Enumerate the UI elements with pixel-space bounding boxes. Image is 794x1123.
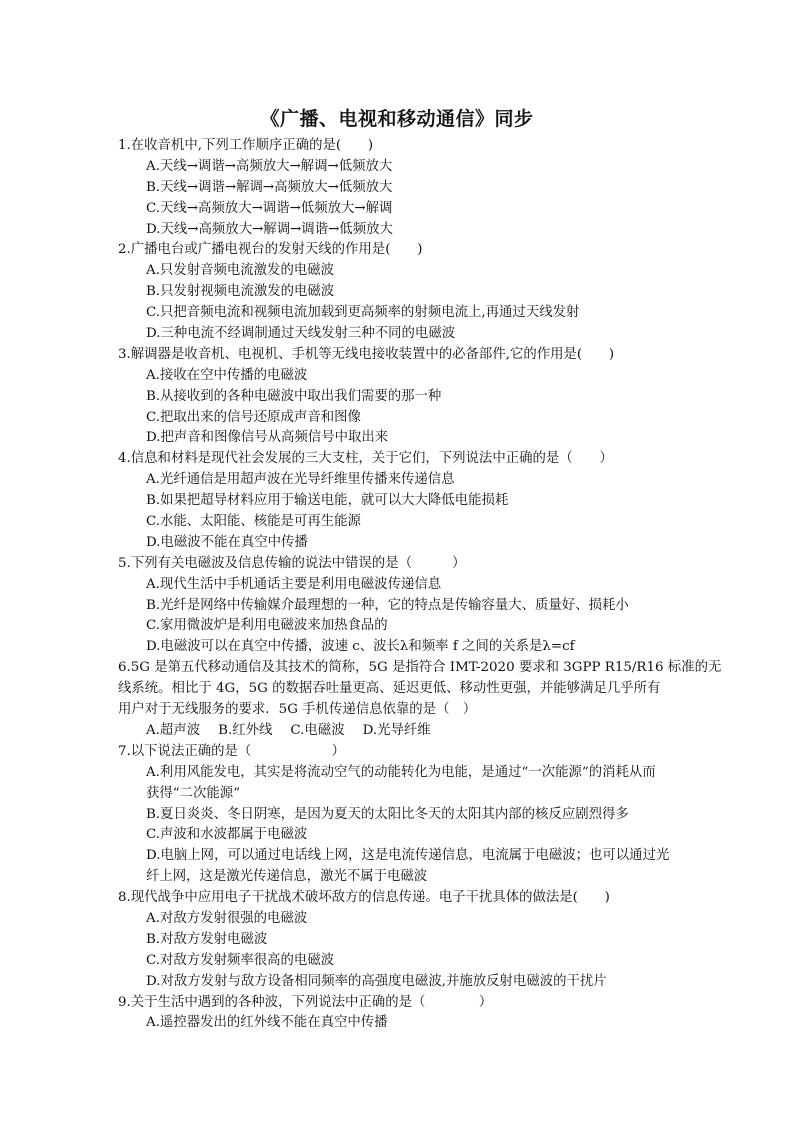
- question-4: [118, 449, 708, 553]
- option-c: C.只把音频电流和视频电流加载到更高频率的射频电流上,再通过天线发射: [146, 305, 580, 321]
- option-c: C.天线→高频放大→调谐→低频放大→解调: [146, 200, 393, 216]
- question-8: [118, 888, 708, 992]
- option-d: D.电磁波可以在真空中传播，波速 c、波长λ和频率 f 之间的关系是λ=cf: [146, 639, 575, 655]
- option-a-line-1: A.利用风能发电，其实是将流动空气的动能转化为电能，是通过“一次能源”的消耗从而: [146, 764, 656, 780]
- option-c: C.声波和水波都属于电磁波: [146, 827, 308, 843]
- option-a: A.超声波: [146, 722, 201, 738]
- option-d: D.对敌方发射与敌方设备相同频率的高强度电磁波,并施放反射电磁波的干扰片: [146, 973, 607, 989]
- question-7: [118, 742, 708, 888]
- question-5: [118, 554, 708, 658]
- option-d: D.电磁波不能在真空中传播: [146, 534, 308, 550]
- option-b: B.只发射视频电流激发的电磁波: [146, 284, 335, 300]
- question-stem: 4.信息和材料是现代社会发展的三大支柱，关于它们，下列说法中正确的是（ ）: [118, 451, 613, 467]
- option-c: C.对敌方发射频率很高的电磁波: [146, 952, 335, 968]
- question-3: [118, 345, 708, 449]
- question-stem: 5.下列有关电磁波及信息传输的说法中错误的是（ ）: [118, 555, 466, 571]
- option-a: A.光纤通信是用超声波在光导纤维里传播来传递信息: [146, 472, 455, 488]
- question-stem: 7.以下说法正确的是（ ）: [118, 743, 346, 759]
- option-d: D.天线→高频放大→解调→调谐→低频放大: [146, 221, 393, 237]
- option-d-line-2: 纤上网，这是激光传递信息，激光不属于电磁波: [146, 869, 428, 885]
- option-b: B.如果把超导材料应用于输送电能，就可以大大降低电能损耗: [146, 493, 509, 509]
- option-c: C.电磁波: [290, 722, 345, 738]
- option-d-line-1: D.电脑上网，可以通过电话线上网，这是电流传递信息，电流属于电磁波；也可以通过光: [146, 848, 670, 864]
- option-b: B.天线→调谐→解调→高频放大→低频放大: [146, 179, 393, 195]
- option-b: B.从接收到的各种电磁波中取出我们需要的那一种: [146, 388, 442, 404]
- page-title: 《广播、电视和移动通信》同步: [260, 108, 534, 130]
- option-a-line-2: 获得“二次能源”: [146, 785, 241, 801]
- question-list: [118, 136, 722, 1034]
- question-stem-line-2: 线系统。相比于 4G，5G 的数据吞吐量更高、延迟更低、移动性更强，并能够满足几乎所有: [118, 681, 661, 697]
- question-stem: 9.关于生活中遇到的各种波，下列说法中正确的是（ ）: [118, 994, 493, 1010]
- option-a: A.对敌方发射很强的电磁波: [146, 910, 308, 926]
- option-d: D.光导纤维: [362, 722, 431, 738]
- option-a: A.现代生活中手机通话主要是利用电磁波传递信息: [146, 576, 442, 592]
- option-a: A.接收在空中传播的电磁波: [146, 367, 308, 383]
- option-c: C.把取出来的信号还原成声音和图像: [146, 409, 361, 425]
- option-b: B.对敌方发射电磁波: [146, 931, 268, 947]
- option-b: B.红外线: [218, 722, 273, 738]
- question-1: [118, 136, 708, 240]
- inline-options: [118, 721, 708, 742]
- option-b: B.光纤是网络中传输媒介最理想的一种，它的特点是传输容量大、质量好、损耗小: [146, 597, 629, 613]
- question-stem-line-3: 用户对于无线服务的要求．5G 手机传递信息依靠的是（ ）: [118, 702, 477, 718]
- option-a: A.只发射音频电流激发的电磁波: [146, 263, 335, 279]
- question-stem: 2.广播电台或广播电视台的发射天线的作用是( ): [118, 242, 423, 258]
- question-9: [118, 993, 708, 1035]
- option-d: D.把声音和图像信号从高频信号中取出来: [146, 430, 389, 446]
- question-2: [118, 240, 708, 344]
- option-a: A.遥控器发出的红外线不能在真空中传播: [146, 1015, 388, 1031]
- question-stem-line-1: 6.5G 是第五代移动通信及其技术的简称，5G 是指符合 IMT-2020 要求和 3GPP R15/R16 标准的无: [118, 660, 722, 676]
- question-6: [118, 658, 722, 742]
- option-c: C.家用微波炉是利用电磁波来加热食品的: [146, 618, 388, 634]
- question-stem: 8.现代战争中应用电子干扰战术破坏敌方的信息传递。电子干扰具体的做法是( ): [118, 890, 610, 906]
- option-b: B.夏日炎炎、冬日阴寒，是因为夏天的太阳比冬天的太阳其内部的核反应剧烈得多: [146, 806, 629, 822]
- option-d: D.三种电流不经调制通过天线发射三种不同的电磁波: [146, 326, 456, 342]
- option-c: C.水能、太阳能、核能是可再生能源: [146, 514, 361, 530]
- option-a: A.天线→调谐→高频放大→解调→低频放大: [146, 158, 393, 174]
- question-stem: 1.在收音机中,下列工作顺序正确的是( ): [118, 138, 374, 153]
- question-stem: 3.解调器是收音机、电视机、手机等无线电接收装置中的必备部件,它的作用是( ): [118, 346, 615, 362]
